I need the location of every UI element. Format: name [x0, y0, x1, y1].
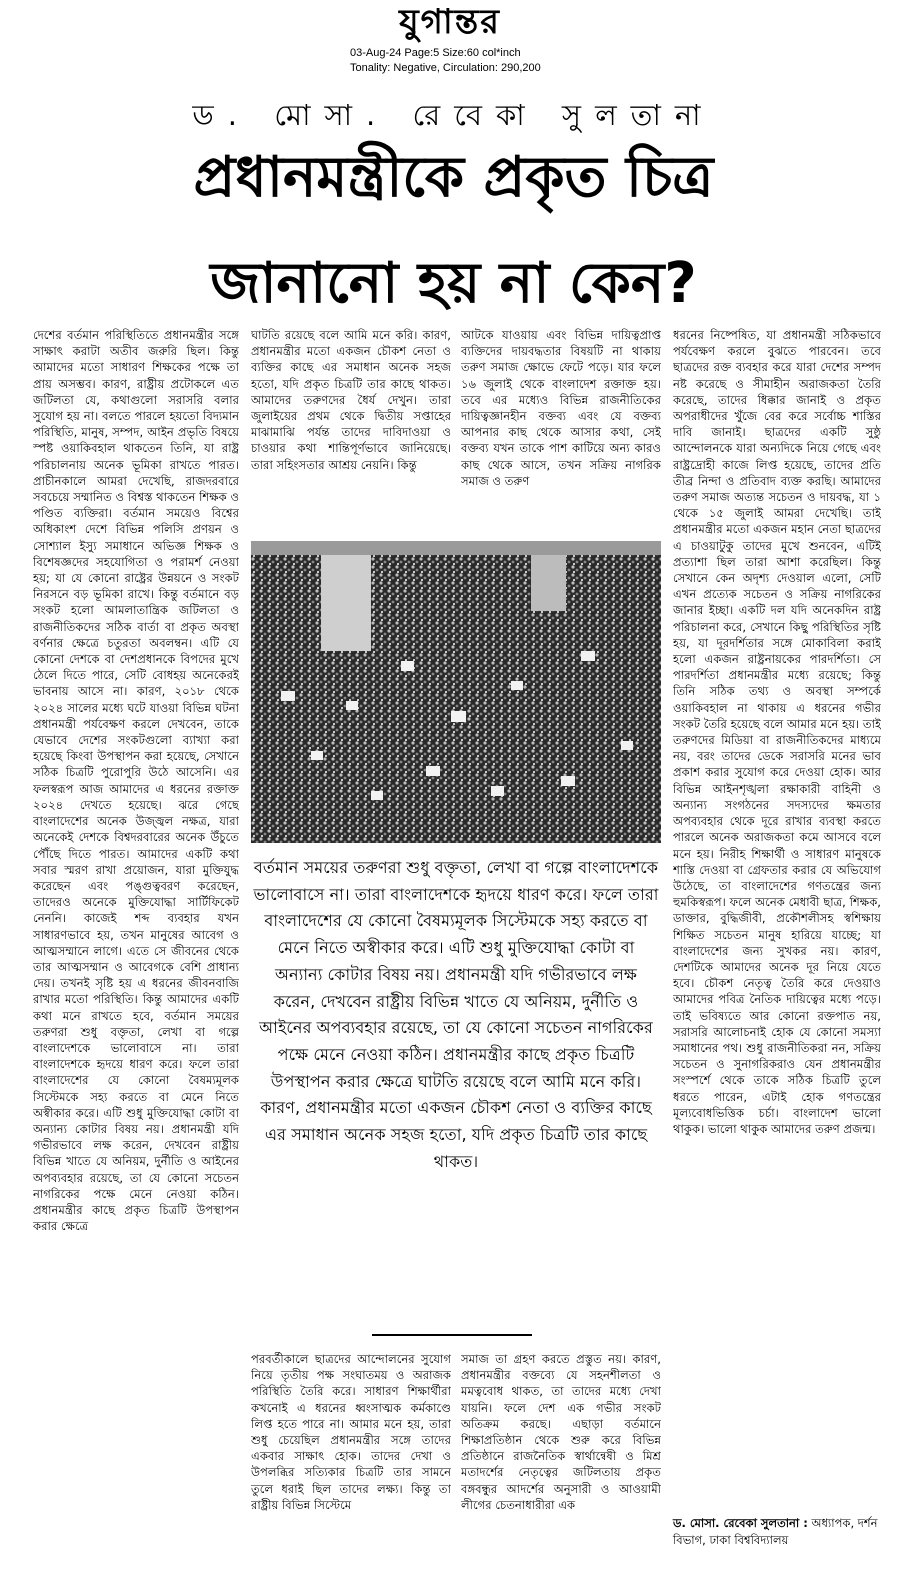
photo-illustration — [251, 541, 661, 843]
byline-name: ড. মোসা. রেবেকা সুলতানা : — [673, 1516, 808, 1530]
article-column-2-top — [251, 327, 451, 532]
column-text: ঘাটতি রয়েছে বলে আমি মনে করি। কারণ, প্রধানমন্ত্রীর মতো একজন চৌকশ নেতা ও ব্যক্তির কাছে এর সমাধান অনেক সহজ হতো, যদি প্রকৃত চিত্রটি তার কাছে থাকত। আমাদের তরুণদের ধৈর্য দেখুন। তারা জুলাইয়ের প্রথম থেকে দ্বিতীয় সপ্তাহের মাঝামাঝি পর্যন্ত তাদের দাবিদাওয়া ও চাওয়ার কথা শান্তিপূর্ণভাবে জানিয়েছে। তারা সহিংসতার আশ্রয় নেয়নি। কিন্তু — [251, 328, 451, 472]
pull-quote: বর্তমান সময়ের তরুণরা শুধু বক্তৃতা, লেখা বা গল্পে বাংলাদেশকে ভালোবাসে না। তারা বাংলাদেশকে হৃদয়ে ধারণ করে। ফলে তারা বাংলাদেশের যে কোনো বৈষম্যমূলক সিস্টেমকে সহ্য করতে বা মেনে নিতে অস্বীকার করে। এটি শুধু মুক্তিযোদ্ধা কোটা বা অন্যান্য কোটার বিষয় নয়। প্রধানমন্ত্রী যদি গভীরভাবে লক্ষ করেন, দেখবেন রাষ্ট্রীয় বিভিন্ন খাতে যে অনিয়ম, দুর্নীতি ও আইনের অপব্যবহার রয়েছে, তা যে কোনো সচেতন নাগরিকের পক্ষে মেনে নেওয়া কঠিন। প্রধানমন্ত্রীর কাছে প্রকৃত চিত্রটি উপস্থাপন করার ক্ষেত্রে ঘাটতি রয়েছে বলে আমি মনে করি। কারণ, প্রধানমন্ত্রীর মতো একজন চৌকশ নেতা ও ব্যক্তির কাছে এর সমাধান অনেক সহজ হতো, যদি প্রকৃত চিত্রটি তার কাছে থাকত। — [253, 858, 659, 1171]
article-column-4 — [673, 327, 881, 1507]
clipping-meta-size: 03-Aug-24 Page:5 Size:60 col*inch — [350, 47, 521, 59]
column-text: সমাজ তা গ্রহণ করতে প্রস্তুত নয়। কারণ, প্রধানমন্ত্রীর বক্তব্যে যে সহনশীলতা ও মমত্ববোধ থাকত, তা তাদের মধ্যে দেখা যায়নি। ফলে দেশ এক গভীর সংকট অতিক্রম করছে। এছাড়া বর্তমানে শিক্ষাপ্রতিষ্ঠান থেকে শুরু করে বিভিন্ন প্রতিষ্ঠানে রাজনৈতিক স্বার্থান্বেষী ও মিশ্র মতাদর্শের নেতৃত্বের জটিলতায় প্রকৃত বঙ্গবন্ধুর আদর্শের অনুসারী ও আওয়ামী লীগের চেতনাধারীরা এক — [461, 1352, 661, 1512]
author-byline — [673, 1515, 898, 1549]
protest-crowd-photo — [251, 541, 661, 843]
headline-line-2: জানানো হয় না কেন? — [210, 251, 697, 316]
author-name: ড. মোসা. রেবেকা সুলতানা — [192, 98, 715, 132]
headline-line-1: প্রধানমন্ত্রীকে প্রকৃত চিত্র — [193, 145, 714, 210]
byline-role: অধ্যাপক, দর্শন বিভাগ, ঢাকা বিশ্ববিদ্যালয় — [673, 1516, 878, 1547]
article-column-3-bottom — [461, 1351, 661, 1581]
column-text: দেশের বর্তমান পরিস্থিতিতে প্রধানমন্ত্রীর সঙ্গে সাক্ষাৎ করাটা অতীব জরুরি ছিল। কিন্তু আমাদের মতো সাধারণ শিক্ষকের পক্ষে তা প্রায় অসম্ভব। কারণ, রাষ্ট্রীয় প্রটোকলে এত জটিলতা যে, কথাগুলো সরাসরি বলার সুযোগ হয় না। বলতে পারলে হয়তো বিদ্যমান পরিস্থিতি, মানুষ, সম্পদ, আইন প্রভৃতি বিষয়ে স্পষ্ট ওয়াকিবহাল থাকতেন তিনি, যা রাষ্ট্র পরিচালনায় অনেক ভূমিকা রাখতে পারত। প্রাচীনকালে আমরা দেখেছি, রাজদরবারে সবচেয়ে সম্মানিত ও বিশ্বস্ত থাকতেন শিক্ষক ও পণ্ডিত ব্যক্তিরা। বর্তমান সময়েও বিশ্বের অধিকাংশ দেশে বিভিন্ন পলিসি প্রণয়ন ও সোশ্যাল ইস্যু সমাধানে অভিজ্ঞ শিক্ষক ও বিশেষজ্ঞদের সহযোগিতা ও পরামর্শ নেওয়া হয়; যা যে কোনো রাষ্ট্রের উন্নয়নে ও সংকট নিরসনে বড় ভূমিকা রাখে। কিন্তু বর্তমানে বড় সংকট হলো আমলাতান্ত্রিক জটিলতা ও রাজনীতিকদের সঠিক বার্তা বা প্রকৃত অবস্থা বর্ণনার ক্ষেত্রে চতুরতা অবলম্বন। এটি যে কোনো দেশকে বা দেশপ্রধানকে বিপদের মুখে ঠেলে দিতে পারে, সেটি বোধহয় অনেকেরই ভাবনায় আসে না। কারণ, ২০১৮ থেকে ২০২৪ সালের মধ্যে ঘটে যাওয়া বিভিন্ন ঘটনা প্রধানমন্ত্রী পর্যবেক্ষণ করলে দেখবেন, তাকে যেভাবে দেশের সংকটগুলো ব্যাখ্যা করা হয়েছে কিংবা উপস্থাপন করা হয়েছে, সেখানে সঠিক চিত্রটি পুরোপুরি উঠে আসেনি। এর ফলস্বরূপ আজ আমাদের এ ধরনের রক্তাক্ত ২০২৪ দেখতে হয়েছে। ঝরে গেছে বাংলাদেশের অনেক উজ্জ্বল নক্ষত্র, যারা অনেকেই দেশকে বিশ্বদরবারের অনেক উঁচুতে পৌঁছে দিতে পারত। আমাদের একটি কথা সবার স্মরণ রাখা প্রয়োজন, যারা মুক্তিযুদ্ধ করেছেন এবং পঙ্গুত্ববরণ করেছেন, তাদেরও অনেকে মুক্তিযোদ্ধা সার্টিফিকেট নেননি। কাজেই শব্দ ব্যবহার যখন সাধারণভাবে হয়, তখন মানুষের আবেগ ও আত্মসম্মানে লাগে। এতে সে জীবনের থেকে তার আত্মসম্মান ও আবেগকে বেশি প্রাধান্য দেয়। তখনই সৃষ্টি হয় এ ধরনের জীবনবাজি রাখার মতো পরিস্থিতি। কিন্তু আমাদের একটি কথা মনে রাখতে হবে, বর্তমান সময়ের তরুণরা শুধু বক্তৃতা, লেখা বা গল্পে বাংলাদেশকে ভালোবাসে না। তারা বাংলাদেশকে হৃদয়ে ধারণ করে। ফলে তারা বাংলাদেশের যে কোনো বৈষম্যমূলক সিস্টেমকে সহ্য করতে বা মেনে নিতে অস্বীকার করে। এটি শুধু মুক্তিযোদ্ধা কোটা বা অন্যান্য কোটার বিষয় নয়। প্রধানমন্ত্রী যদি গভীরভাবে লক্ষ করেন, দেখবেন রাষ্ট্রীয় বিভিন্ন খাতে যে অনিয়ম, দুর্নীতি ও আইনের অপব্যবহার রয়েছে, তা যে কোনো সচেতন নাগরিকের পক্ষে মেনে নেওয়া কঠিন। প্রধানমন্ত্রীর কাছে প্রকৃত চিত্রটি উপস্থাপন করার ক্ষেত্রে — [33, 328, 239, 1234]
pull-quote-divider — [372, 1334, 532, 1336]
masthead-logo: যুগান্তর — [399, 2, 501, 42]
clipping-meta-tonality: Tonality: Negative, Circulation: 290,200 — [350, 62, 541, 74]
article-column-1 — [33, 327, 239, 1577]
article-column-2-bottom — [251, 1351, 451, 1581]
article-column-3-top — [461, 327, 661, 532]
column-text: পরবর্তীকালে ছাত্রদের আন্দোলনের সুযোগ নিয়ে তৃতীয় পক্ষ সংঘাতময় ও অরাজক পরিস্থিতি তৈরি করে। সাধারণ শিক্ষার্থীরা কখনোই এ ধরনের ধ্বংসাত্মক কর্মকাণ্ডে লিপ্ত হতে পারে না। আমার মনে হয়, তারা শুধু চেয়েছিল প্রধানমন্ত্রীর সঙ্গে তাদের একবার সাক্ষাৎ হোক। তাদের দেখা ও উপলব্ধির সত্যিকার চিত্রটি তার সামনে তুলে ধরাই ছিল তাদের লক্ষ্য। কিন্তু তা রাষ্ট্রীয় বিভিন্ন সিস্টেমে — [251, 1352, 451, 1512]
column-text: আটকে যাওয়ায় এবং বিভিন্ন দায়িত্বপ্রাপ্ত ব্যক্তিদের দায়বদ্ধতার বিষয়টি না থাকায় তরুণ সমাজ ক্ষোভে ফেটে পড়ে। যার ফলে ১৬ জুলাই থেকে বাংলাদেশ রক্তাক্ত হয়। তবে এর মধ্যেও বিভিন্ন রাজনীতিকের দায়িত্বজ্ঞানহীন বক্তব্য এবং যে বক্তব্য আপনার কাছ থেকে আসার কথা, সেই বক্তব্য যখন তাকে পাশ কাটিয়ে অন্য কারও কাছ থেকে আসে, তখন সক্রিয় নাগরিক সমাজ ও তরুণ — [461, 328, 661, 488]
column-text: ধরনের নিষ্পেষিত, যা প্রধানমন্ত্রী সঠিকভাবে পর্যবেক্ষণ করলে বুঝতে পারবেন। তবে ছাত্রদের রক্ত ব্যবহার করে যারা দেশের সম্পদ নষ্ট করেছে ও সীমাহীন অরাজকতা তৈরি করেছে, তাদের ধিক্কার জানাই ও প্রকৃত অপরাধীদের খুঁজে বের করে সর্বোচ্চ শাস্তির দাবি জানাই। ছাত্রদের একটি সুষ্ঠু আন্দোলনকে যারা অন্যদিকে নিয়ে গেছে এবং রাষ্ট্রদ্রোহী কাজে লিপ্ত হয়েছে, তাদের প্রতি তীব্র নিন্দা ও প্রতিবাদ ব্যক্ত করছি। আমাদের তরুণ সমাজ অত্যন্ত সচেতন ও দায়বদ্ধ, যা ১ থেকে ১৫ জুলাই আমরা দেখেছি। তাই প্রধানমন্ত্রীর মতো একজন মহান নেতা ছাত্রদের এ চাওয়াটুকু তাদের মুখে শুনবেন, এটিই প্রত্যাশা ছিল তারা আশা করেছিল। কিন্তু সেখানে কেন অদৃশ্য দেওয়াল এলো, সেটি এখন প্রত্যেক সচেতন ও সক্রিয় নাগরিকের জানার ইচ্ছা। একটি দল যদি অনেকদিন রাষ্ট্র পরিচালনা করে, সেখানে কিছু পরিস্থিতির সৃষ্টি হয়, যা দূরদর্শিতার সঙ্গে মোকাবিলা করাই হলো একজন রাষ্ট্রনায়কের পারদর্শিতা। সে পারদর্শিতা প্রধানমন্ত্রীর মধ্যে রয়েছে; কিন্তু তিনি সঠিক তথ্য ও অবস্থা সম্পর্কে ওয়াকিবহাল না থাকায় এ ধরনের গভীর সংকট তৈরি হয়েছে বলে আমার মনে হয়। তাই তরুণদের মিডিয়া বা রাজনীতিকদের মাধ্যমে নয়, বরং তাদের ডেকে সরাসরি মনের ভাব প্রকাশ করার সুযোগ করে দেওয়া হোক। আর বিভিন্ন আইনশৃঙ্খলা রক্ষাকারী বাহিনী ও অন্যান্য সংগঠনের সদস্যদের ক্ষমতার অপব্যবহার থেকে দূরে রাখার ব্যবস্থা করতে পারলে অনেক অরাজকতা কমে আসবে বলে মনে হয়। নিরীহ শিক্ষার্থী ও সাধারণ মানুষকে শাস্তি দেওয়া বা গ্রেফতার করার যে অভিযোগ উঠেছে, তা বাংলাদেশের গণতন্ত্রের জন্য হুমকিস্বরূপ। ফলে অনেক মেধাবী ছাত্র, শিক্ষক, ডাক্তার, বুদ্ধিজীবী, প্রকৌশলীসহ স্বশিক্ষায় শিক্ষিত সচেতন মানুষ হারিয়ে যাচ্ছে; যা বাংলাদেশের জন্য সুখকর নয়। কারণ, দেশটিকে আমাদের অনেক দূর নিয়ে যেতে হবে। চৌকশ নেতৃত্ব তৈরি করে দেওয়াও আমাদের পবিত্র নৈতিক দায়িত্বের মধ্যে পড়ে। তাই ভবিষ্যতে আর কোনো রক্তপাত নয়, সরাসরি আলোচনাই হোক যে কোনো সমস্যা সমাধানের পথ। শুধু রাজনীতিকরা নন, সক্রিয় সচেতন ও সুনাগরিকরাও যেন প্রধানমন্ত্রীর সংস্পর্শে থেকে তাকে সঠিক চিত্রটি তুলে ধরতে পারেন, এটাই হোক গণতন্ত্রের মূল্যবোধভিত্তিক চর্চা। বাংলাদেশ ভালো থাকুক। ভালো থাকুক আমাদের তরুণ প্রজন্ম। — [673, 328, 881, 1136]
